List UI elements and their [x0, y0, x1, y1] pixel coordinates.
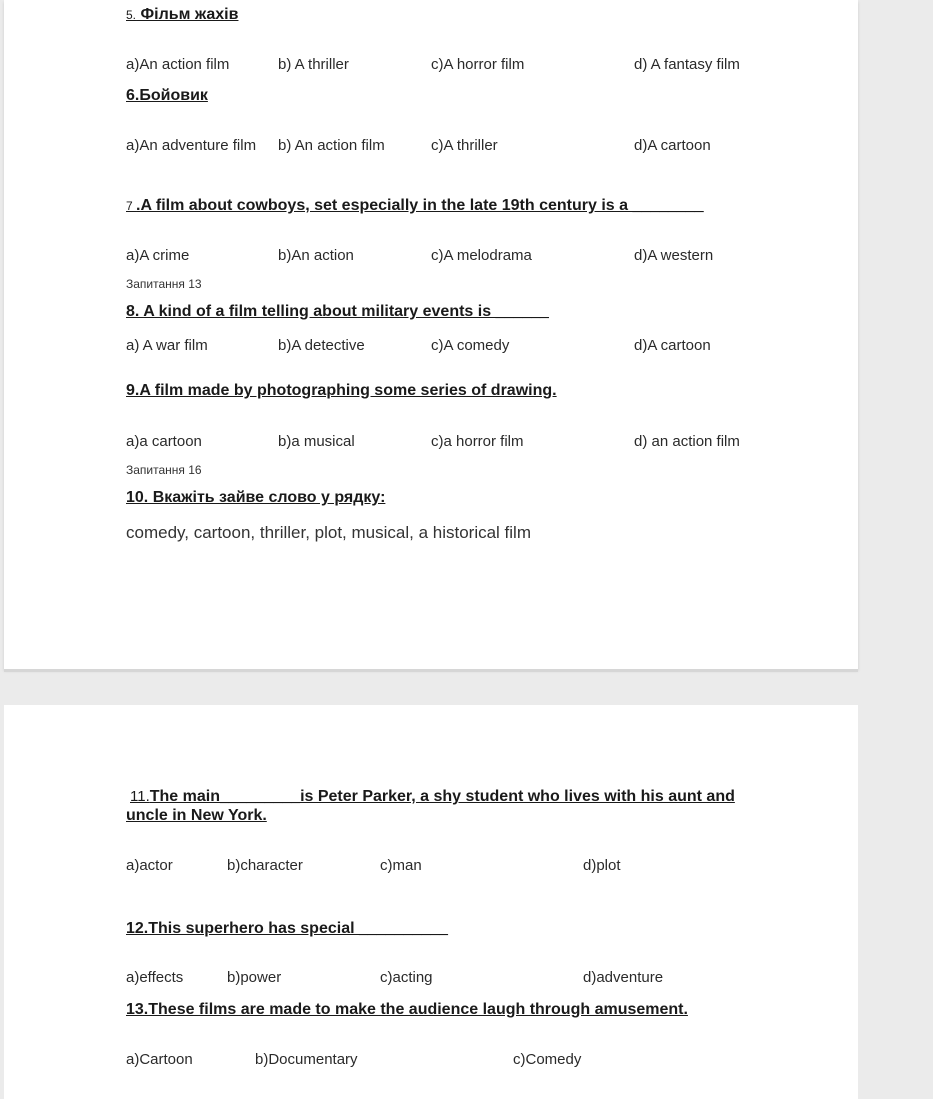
- q9-option-b: b)a musical: [278, 433, 355, 450]
- q7-option-d: d)A western: [634, 247, 714, 264]
- q8-option-a: a) A war film: [126, 337, 208, 354]
- question-11-title-line2: uncle in New York.: [126, 807, 267, 824]
- document-page-2: [4, 705, 858, 1099]
- question-10-title: 10. Вкажіть зайве слово у рядку:: [126, 489, 386, 506]
- q5-option-a: a)An action film: [126, 56, 230, 73]
- q11-option-a: a)actor: [126, 857, 173, 874]
- question-12-title: 12.This superhero has special __________: [126, 920, 448, 937]
- question-6-title: 6.Бойовик: [126, 87, 208, 104]
- question-9-title: 9.A film made by photographing some series of drawing.: [126, 382, 557, 399]
- question-7-text: .A film about cowboys, set especially in the late 19th century is a ________: [136, 197, 704, 214]
- q12-option-a: a)effects: [126, 969, 184, 986]
- q9-option-a: a)a cartoon: [126, 433, 202, 450]
- q13-option-a: a)Cartoon: [126, 1051, 193, 1068]
- question-5-number: 5.: [126, 8, 137, 22]
- question-11-title: [130, 788, 735, 806]
- q9-option-d: d) an action film: [634, 433, 740, 450]
- question-5-title: [126, 6, 238, 24]
- q8-option-c: c)A comedy: [431, 337, 510, 354]
- page-divider: [4, 669, 858, 672]
- question-5-text: Фільм жахів: [136, 6, 239, 23]
- q6-option-d: d)A cartoon: [634, 137, 711, 154]
- q5-option-b: b) A thriller: [278, 56, 349, 73]
- document-page-1: [4, 0, 858, 669]
- q11-option-c: c)man: [380, 857, 422, 874]
- question-label-16: Запитання 16: [126, 463, 202, 477]
- q11-option-d: d)plot: [583, 857, 621, 874]
- q12-option-c: c)acting: [380, 969, 433, 986]
- q6-option-a: a)An adventure film: [126, 137, 257, 154]
- q7-option-b: b)An action: [278, 247, 354, 264]
- question-11-text-line1: The main_________is Peter Parker, a shy student who lives with his aunt and: [149, 788, 735, 805]
- q6-option-b: b) An action film: [278, 137, 385, 154]
- question-8-title: 8. A kind of a film telling about military events is ______: [126, 303, 549, 320]
- q8-option-d: d)A cartoon: [634, 337, 711, 354]
- question-11-number: 11.: [130, 788, 150, 805]
- question-7-title: [126, 197, 704, 215]
- q13-option-c: c)Comedy: [513, 1051, 582, 1068]
- q7-option-a: a)A crime: [126, 247, 190, 264]
- question-13-title: 13.These films are made to make the audience laugh through amusement.: [126, 1001, 688, 1018]
- question-7-number: 7: [126, 199, 137, 213]
- q5-option-c: c)A horror film: [431, 56, 525, 73]
- q12-option-b: b)power: [227, 969, 282, 986]
- q8-option-b: b)A detective: [278, 337, 365, 354]
- q7-option-c: c)A melodrama: [431, 247, 532, 264]
- q11-option-b: b)character: [227, 857, 303, 874]
- q12-option-d: d)adventure: [583, 969, 664, 986]
- q6-option-c: c)A thriller: [431, 137, 498, 154]
- question-10-word-list: comedy, cartoon, thriller, plot, musical, a historical film: [126, 523, 531, 542]
- q5-option-d: d) A fantasy film: [634, 56, 740, 73]
- question-label-13: Запитання 13: [126, 277, 202, 291]
- q9-option-c: c)a horror film: [431, 433, 524, 450]
- q13-option-b: b)Documentary: [255, 1051, 358, 1068]
